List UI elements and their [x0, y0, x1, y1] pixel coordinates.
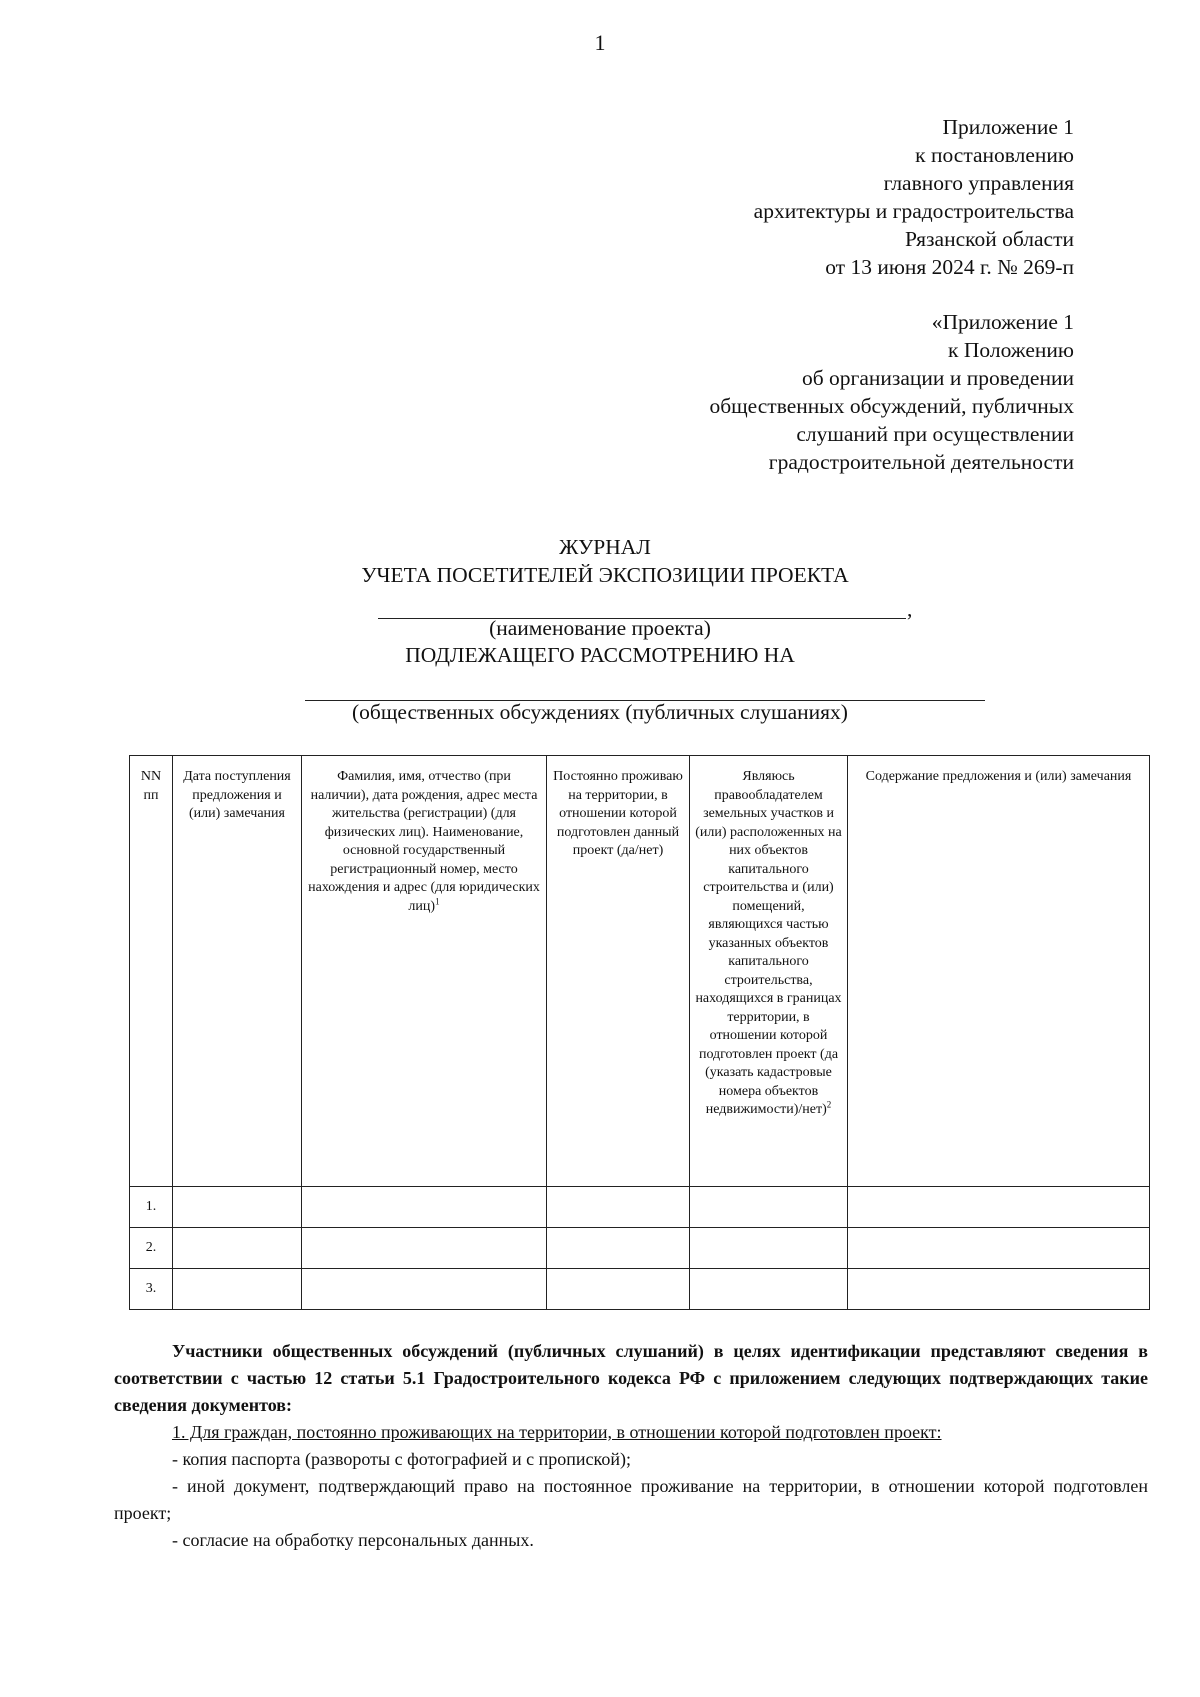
regulation-line: градостроительной деятельности: [768, 450, 1074, 474]
regulation-line: «Приложение 1: [931, 310, 1074, 334]
regulation-line: к Положению: [948, 338, 1074, 362]
table-cell: [302, 1228, 547, 1269]
table-cell: [547, 1228, 690, 1269]
regulation-line: слушаний при осуществлении: [796, 422, 1074, 446]
project-name-caption: (наименование проекта): [489, 616, 711, 640]
visitor-journal-table: [129, 755, 1150, 1310]
table-cell: [848, 1187, 1150, 1228]
row-number: 1.: [130, 1187, 173, 1228]
row-number: 2.: [130, 1228, 173, 1269]
table-cell: [547, 1187, 690, 1228]
discussion-type-caption: (общественных обсуждениях (публичных слушаниях): [352, 700, 848, 724]
footnote-mark: 2: [826, 1099, 832, 1110]
table-cell: [173, 1228, 302, 1269]
appendix-line: от 13 июня 2024 г. № 269-п: [825, 255, 1074, 279]
header-identity: Фамилия, имя, отчество (при наличии), дата рождения, адрес места жительства (регистрации) (для физических лиц). Наименование, основной государственный регистрационный номер, место нахождения и адрес (для юридических лиц)$^1$: [302, 756, 547, 1187]
regulation-line: общественных обсуждений, публичных: [709, 394, 1074, 418]
requirements-intro: Участники общественных обсуждений (публичных слушаний) в целях идентификации представляют сведения в соответствии с частью 12 статьи 5.1 Градостроительного кодекса РФ с приложением следующих подтверждающих такие сведения документов:: [114, 1341, 1148, 1415]
header-date: Дата поступления предложения и (или) замечания: [173, 756, 302, 1187]
title-line-journal: ЖУРНАЛ: [559, 535, 651, 559]
regulation-block: [709, 308, 1074, 476]
header-proposal: Содержание предложения и (или) замечания: [848, 756, 1150, 1187]
table-cell: [848, 1228, 1150, 1269]
table-cell: [302, 1187, 547, 1228]
requirements-bullet: - иной документ, подтверждающий право на постоянное проживание на территории, в отношении которой подготовлен проект;: [114, 1476, 1148, 1523]
footnote-mark: 1: [435, 895, 440, 906]
table-row: [130, 1228, 1150, 1269]
table-cell: [848, 1269, 1150, 1310]
appendix-block: [754, 113, 1074, 281]
appendix-line: главного управления: [883, 171, 1074, 195]
requirements-bullet: - согласие на обработку персональных данных.: [172, 1530, 534, 1550]
regulation-line: об организации и проведении: [801, 366, 1074, 390]
table-row: [130, 1187, 1150, 1228]
title-line-consideration: ПОДЛЕЖАЩЕГО РАССМОТРЕНИЮ НА: [405, 643, 795, 667]
title-comma: ,: [907, 597, 913, 621]
requirements-item-1: 1. Для граждан, постоянно проживающих на территории, в отношении которой подготовлен проект:: [172, 1422, 942, 1442]
appendix-line: Приложение 1: [942, 115, 1074, 139]
table-cell: [302, 1269, 547, 1310]
table-cell: [690, 1187, 848, 1228]
appendix-line: к постановлению: [915, 143, 1074, 167]
table-cell: [690, 1228, 848, 1269]
row-number: 3.: [130, 1269, 173, 1310]
header-resident: Постоянно проживаю на территории, в отношении которой подготовлен данный проект (да/нет): [547, 756, 690, 1187]
title-line-subject: УЧЕТА ПОСЕТИТЕЛЕЙ ЭКСПОЗИЦИИ ПРОЕКТА: [361, 563, 849, 587]
table-header-row: [130, 756, 1150, 1187]
table-row: [130, 1269, 1150, 1310]
requirements-bullet: - копия паспорта (развороты с фотографией и с пропиской);: [172, 1449, 631, 1469]
appendix-line: Рязанской области: [905, 227, 1074, 251]
journal-title: [120, 533, 1090, 589]
header-number: NN пп: [130, 756, 173, 1187]
table-cell: [547, 1269, 690, 1310]
appendix-line: архитектуры и градостроительства: [753, 199, 1074, 223]
header-owner: Являюсь правообладателем земельных участков и (или) расположенных на них объектов капитального строительства и (или) помещений, являющихся частью указанных объектов капитального строительства, находящихся в границах территории, в отношении которой подготовлен проект (да (указать кадастровые номера объектов недвижимости)/нет)$^2$: [690, 756, 848, 1187]
table-cell: [173, 1187, 302, 1228]
table-cell: [173, 1269, 302, 1310]
table-cell: [690, 1269, 848, 1310]
page-number: 1: [594, 30, 606, 55]
participants-requirements: [114, 1338, 1148, 1554]
